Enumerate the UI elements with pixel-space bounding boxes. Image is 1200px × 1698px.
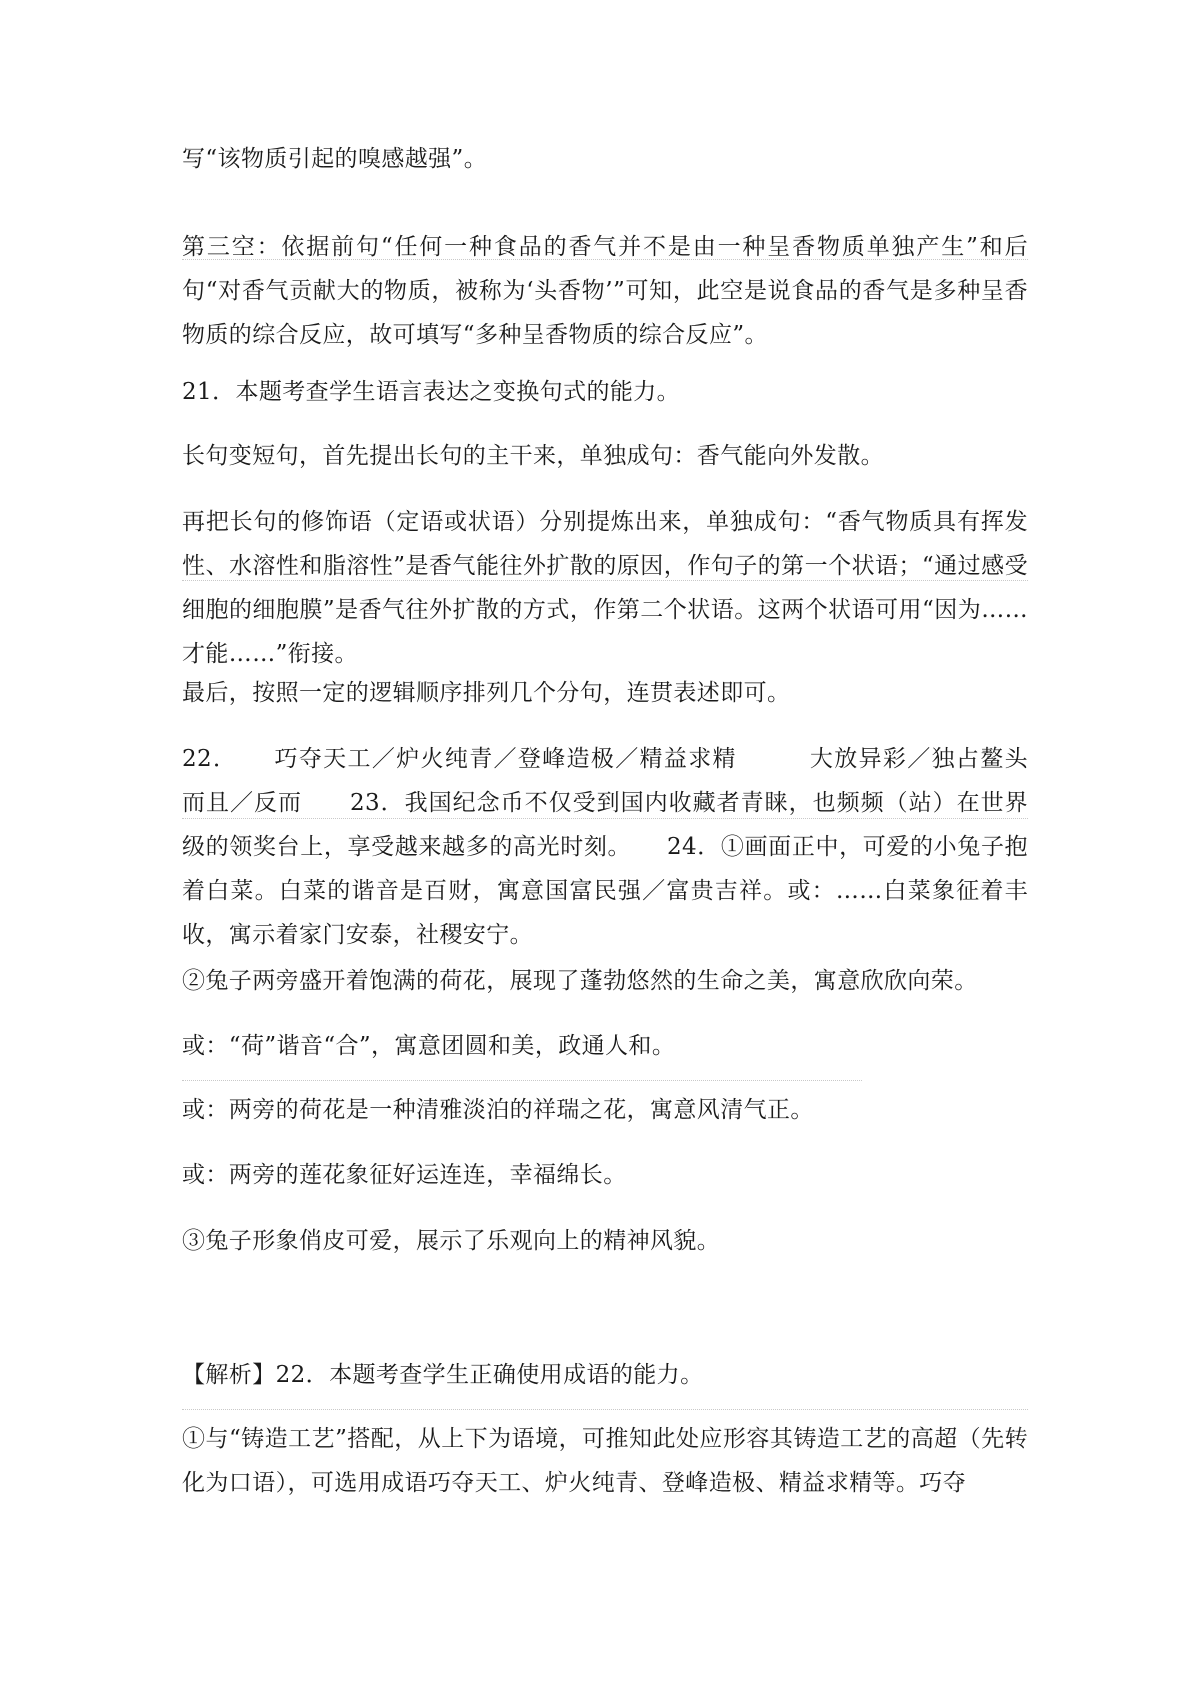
paragraph-q24-point2: ②兔子两旁盛开着饱满的荷花，展现了蓬勃悠然的生命之美，寓意欣欣向荣。 [182,968,978,994]
paragraph-answers-22-24: 22． 巧夺天工／炉火纯青／登峰造极／精益求精 大放异彩／独占鳌头 而且／反而 23．我国纪念币不仅受到国内收藏者青睐，也频频（站）在世界级的领奖台上，享受越来越多的高光时刻。 24．①画面正中，可爱的小兔子抱着白菜。白菜的谐音是百财，寓意国富民强／富贵吉祥。或：……白菜象征着丰收，寓示着家门安泰，社稷安宁。 [182,746,1075,948]
paragraph-q24-alt1: 或：“荷”谐音“合”，寓意团圆和美，政通人和。 [182,1033,676,1059]
dotted-rule [182,259,1028,260]
paragraph-q24-alt3: 或：两旁的莲花象征好运连连，幸福绵长。 [182,1162,627,1188]
paragraph-third-blank: 第三空：依据前句“任何一种食品的香气并不是由一种呈香物质单独产生”和后句“对香气贡献大的物质，被称为‘头香物’”可知，此空是说食品的香气是多种呈香物质的综合反应，故可填写“多种呈香物质的综合反应”。 [182,234,1028,348]
paragraph-q21-heading: 21．本题考查学生语言表达之变换句式的能力。 [182,379,681,405]
dotted-rule [182,818,1028,819]
paragraph-q24-point3: ③兔子形象俏皮可爱，展示了乐观向上的精神风貌。 [182,1228,721,1254]
paragraph-q21-step1: 长句变短句，首先提出长句的主干来，单独成句：香气能向外发散。 [182,443,884,469]
dotted-rule [182,580,1028,581]
paragraph-analysis-point1: ①与“铸造工艺”搭配，从上下为语境，可推知此处应形容其铸造工艺的高超（先转化为口语），可选用成语巧夺天工、炉火纯青、登峰造极、精益求精等。巧夺 [182,1426,1028,1496]
paragraph-q21-step2: 再把长句的修饰语（定语或状语）分别提炼出来，单独成句：“香气物质具有挥发性、水溶性和脂溶性”是香气能往外扩散的原因，作句子的第一个状语；“通过感受细胞的细胞膜”是香气往外扩散的方式，作第二个状语。这两个状语可用“因为……才能……”衔接。 [182,509,1028,667]
dotted-rule [182,1080,862,1081]
paragraph-q21-step3: 最后，按照一定的逻辑顺序排列几个分句，连贯表述即可。 [182,680,791,706]
paragraph-analysis-q22: 【解析】22．本题考查学生正确使用成语的能力。 [182,1362,704,1388]
dotted-rule [182,1409,1028,1410]
paragraph-first-answer-tail: 写“该物质引起的嗅感越强”。 [182,146,488,172]
paragraph-q24-alt2: 或：两旁的荷花是一种清雅淡泊的祥瑞之花，寓意风清气正。 [182,1097,814,1123]
